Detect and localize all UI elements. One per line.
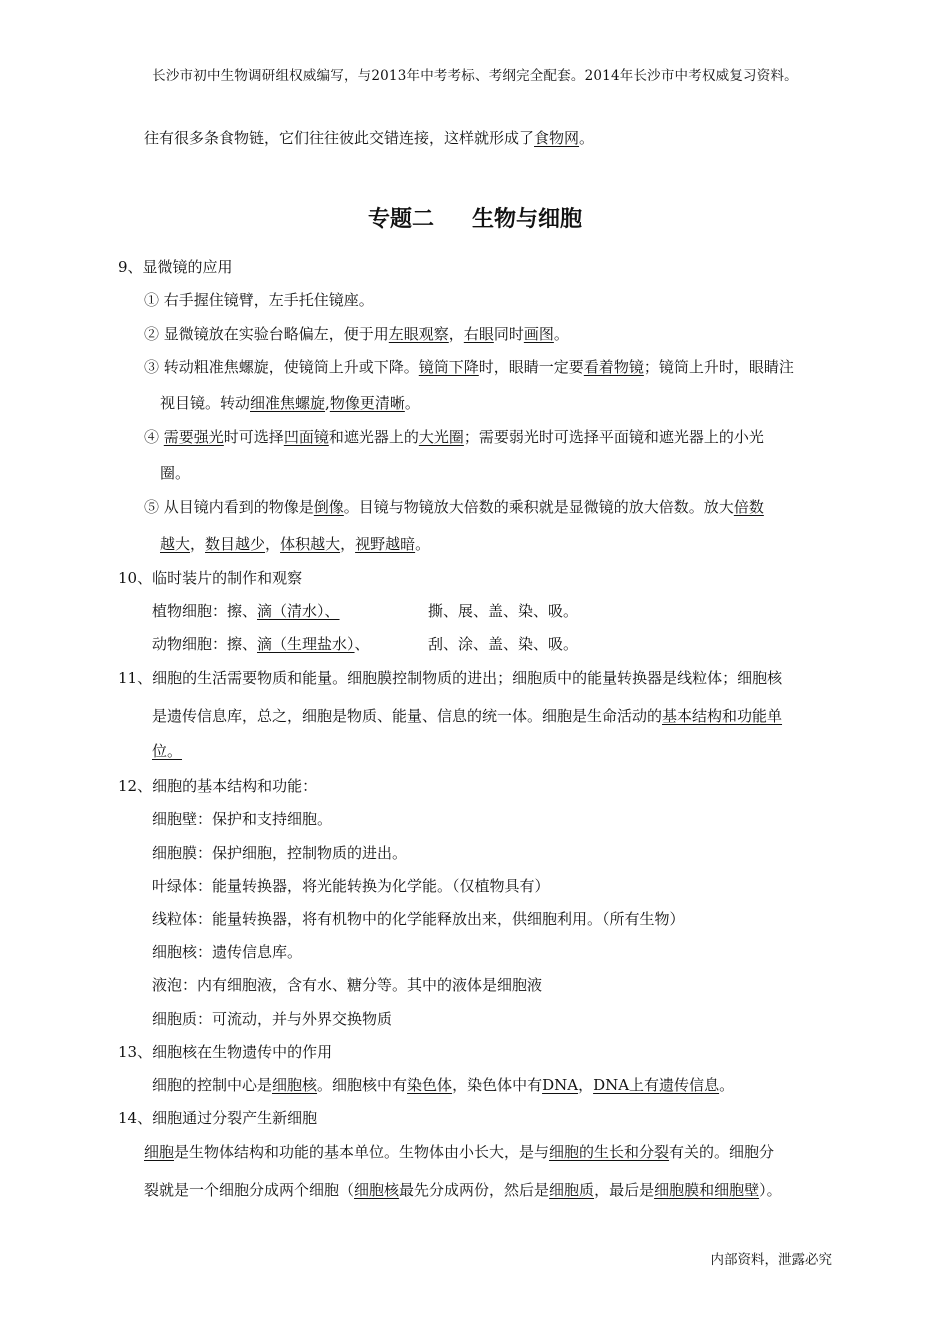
s12-heading: 12、细胞的基本结构和功能： (118, 777, 318, 795)
s11-line-3: 位。 (152, 742, 183, 760)
s14-heading: 14、细胞通过分裂产生新细胞 (118, 1109, 318, 1127)
s9-item-1: ① 右手握住镜臂，左手托住镜座。 (144, 291, 374, 309)
s9-item-3-cont: 视目镜。转动细准焦螺旋,物像更清晰。 (160, 394, 420, 412)
s12-item: 细胞壁：保护和支持细胞。 (152, 810, 333, 828)
s12-item: 细胞膜：保护细胞，控制物质的进出。 (152, 844, 408, 862)
s12-item: 叶绿体：能量转换器，将光能转换为化学能。（仅植物具有） (152, 877, 550, 895)
s10-animal: 动物细胞：擦、滴（生理盐水）、 (152, 635, 370, 653)
s13-heading: 13、细胞核在生物遗传中的作用 (118, 1043, 333, 1061)
s14-line-2: 裂就是一个细胞分成两个细胞（细胞核最先分成两份，然后是细胞质，最后是细胞膜和细胞壁）。 (144, 1181, 782, 1199)
s11-line-1: 11、细胞的生活需要物质和能量。细胞膜控制物质的进出；细胞质中的能量转换器是线粒体；细胞核 (118, 669, 783, 687)
s9-item-5: ⑤ 从目镜内看到的物像是倒像。目镜与物镜放大倍数的乘积就是显微镜的放大倍数。放大倍数 (144, 498, 764, 516)
s12-item: 细胞核：遗传信息库。 (152, 943, 303, 961)
s10-heading: 10、临时装片的制作和观察 (118, 569, 303, 587)
s14-line-1: 细胞是生物体结构和功能的基本单位。生物体由小长大，是与细胞的生长和分裂有关的。细胞分 (144, 1143, 775, 1161)
s12-item: 液泡：内有细胞液，含有水、糖分等。其中的液体是细胞液 (152, 976, 543, 994)
page-header: 长沙市初中生物调研组权威编写，与2013年中考考标、考纲完全配套。2014年长沙市中考权威复习资料。 (152, 68, 798, 84)
s10-animal-steps: 刮、涂、盖、染、吸。 (428, 635, 579, 653)
s9-item-4: ④ 需要强光时可选择凹面镜和遮光器上的大光圈；需要弱光时可选择平面镜和遮光器上的小光 (144, 428, 764, 446)
s9-item-3: ③ 转动粗准焦螺旋，使镜筒上升或下降。镜筒下降时，眼睛一定要看着物镜；镜筒上升时，眼睛注 (144, 358, 794, 376)
s13-line: 细胞的控制中心是细胞核。细胞核中有染色体，染色体中有DNA，DNA上有遗传信息。 (152, 1076, 735, 1094)
s12-item: 线粒体：能量转换器，将有机物中的化学能释放出来，供细胞利用。（所有生物） (152, 910, 685, 928)
s10-plant: 植物细胞：擦、滴（清水）、 (152, 602, 340, 620)
intro-line: 往有很多条食物链，它们往往彼此交错连接，这样就形成了食物网。 (144, 129, 595, 147)
page-footer: 内部资料，泄露必究 (710, 1252, 832, 1268)
s12-item: 细胞质：可流动，并与外界交换物质 (152, 1010, 393, 1028)
s11-line-2: 是遗传信息库，总之，细胞是物质、能量、信息的统一体。细胞是生命活动的基本结构和功能单 (152, 707, 783, 725)
s9-item-4-cont: 圈。 (160, 464, 191, 482)
underlined-term: 食物网 (534, 129, 580, 147)
s9-heading: 9、显微镜的应用 (118, 258, 233, 276)
s9-item-5-cont: 越大，数目越少，体积越大，视野越暗。 (160, 535, 431, 553)
s9-item-2: ② 显微镜放在实验台略偏左，便于用左眼观察，右眼同时画图。 (144, 325, 569, 343)
section-title: 专题二 生物与细胞 (367, 207, 583, 232)
s10-plant-steps: 撕、展、盖、染、吸。 (428, 602, 579, 620)
